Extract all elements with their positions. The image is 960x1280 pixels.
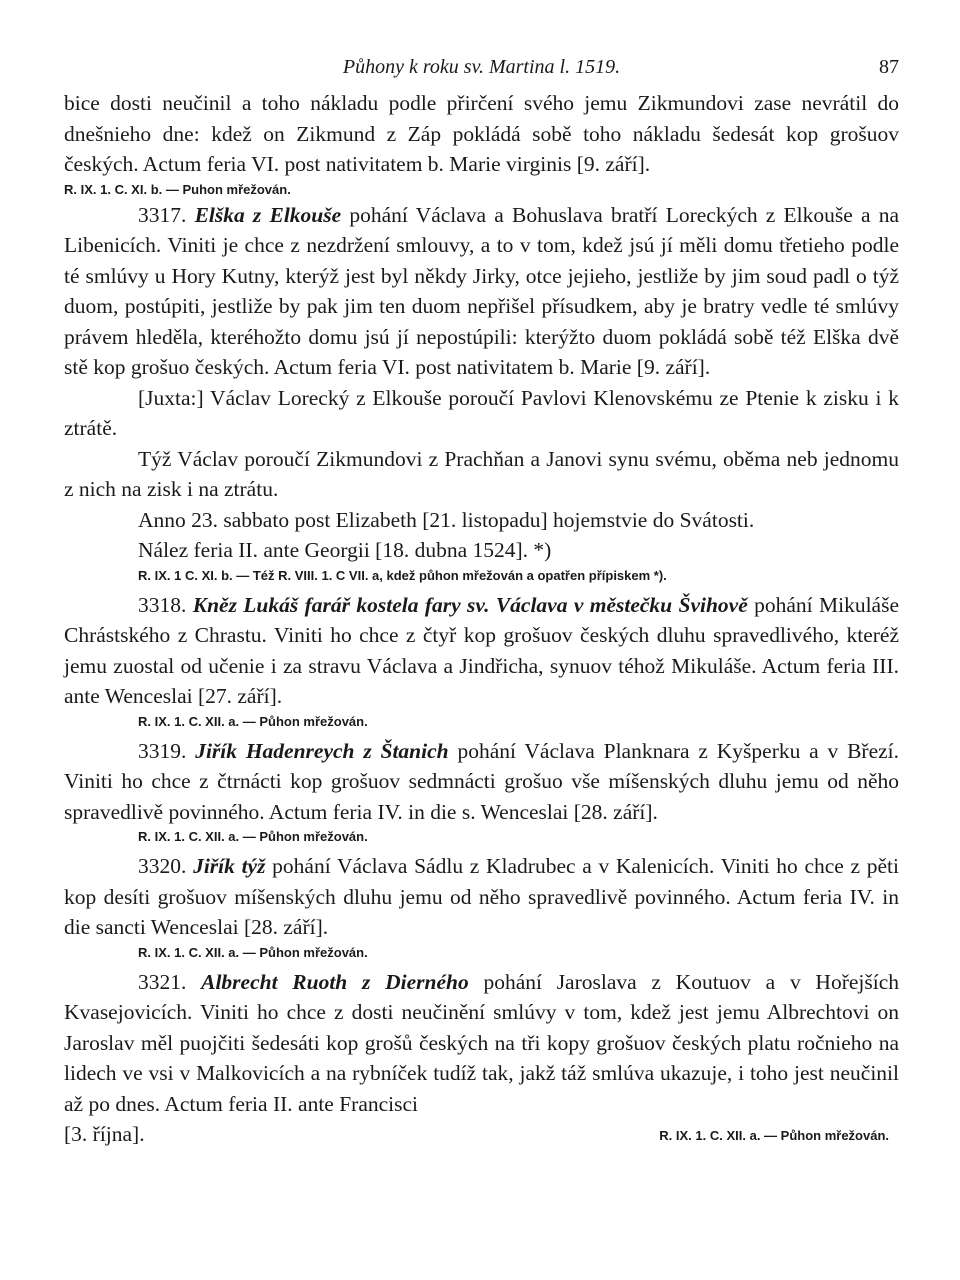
entry-source-note: R. IX. 1. C. XII. a. — Půhon mřežován. xyxy=(138,829,368,844)
entry-number: 3321. xyxy=(138,969,187,994)
page-number: 87 xyxy=(879,56,899,78)
document-page xyxy=(64,52,899,1150)
entry-3320 xyxy=(64,851,899,943)
page-title: Půhony k roku sv. Martina l. 1519. xyxy=(342,56,621,78)
plaintiff-name: Jiřík Hadenreych z Štanich xyxy=(195,738,449,763)
entry-date: [3. října]. xyxy=(64,1122,145,1146)
plaintiff-name: Jiřík týž xyxy=(193,854,266,878)
entry-text: pohání Václava Planknara z Kyšperku a v Březí. Viniti ho chce z čtrnácti kop grošuov sedmnácti grošuo vše míšenských dluhu jemu od něho spravedlivě povinného. Actum feria IV. in die s. Wenceslai [28. září]. xyxy=(64,738,900,824)
entry-number: 3317. xyxy=(138,202,187,227)
entry-note: [Juxta:] Václav Lorecký z Elkouše poroučí Pavlovi Klenovskému ze Ptenie k zisku i k ztrátě. xyxy=(64,385,899,440)
entry-continuation-text: bice dosti neučinil a toho nákladu podle přirčení svého jemu Zikmundovi zase nevrátil do dnešnieho dne: kdež on Zikmund z Záp pokládá sobě toho nákladu šedesát kop grošuov českých. Actum feria VI. post nativitatem b. Marie virginis [9. září]. xyxy=(64,91,899,176)
running-header xyxy=(64,52,899,88)
entry-3318 xyxy=(64,590,899,712)
entry-note: Anno 23. sabbato post Elizabeth [21. listopadu] hojemstvie do Svátosti. xyxy=(138,507,755,532)
entry-note: Nález feria II. ante Georgii [18. dubna 1524]. *) xyxy=(138,538,552,562)
plaintiff-name: Albrecht Ruoth z Dierného xyxy=(201,969,469,994)
entry-text: pohání Mikuláše Chrástského z Chrastu. Viniti ho chce z čtyř kop grošuov českých dluhu spravedlivého, kteréž jemu zuostal od učenie i za stravu Václava a Jindřicha, synuov téhož Mikuláše. Actum feria III. ante Wenceslai [27. září]. xyxy=(64,592,899,708)
plaintiff-name: Kněz Lukáš farář kostela fary sv. Václava v městečku Švihově xyxy=(192,592,748,617)
plaintiff-name: Elška z Elkouše xyxy=(194,202,342,227)
entry-text: pohání Václava a Bohuslava bratří Loreckých z Elkouše a na Libenicích. Viniti je chce z nezdržení smlouvy, a to v tom, kdež jsú jí měli domu třetieho podle té smlúvy u Hory Kutny, kterýž jest byl někdy Jirky, otce jejieho, jestliže by jim soud padl o týž duom, postúpiti, jestliže by pak jim ten duom nepřišel přísudkem, aby je bratry vedle té smlúvy právem hleděla, kteréhožto domu jsú jí nepostúpili: kterýžto duom pokládá sobě též Elška dvě stě kop grošuo českých. Actum feria VI. post nativitatem b. Marie [9. září]. xyxy=(64,202,900,379)
entry-source-note: R. IX. 1. C. XI. b. — Puhon mřežován. xyxy=(64,181,291,197)
entry-source-note: R. IX. 1. C. XII. a. — Půhon mřežován. xyxy=(138,944,368,960)
entry-last-line xyxy=(64,1119,899,1150)
entry-3319 xyxy=(64,736,899,828)
entry-3321 xyxy=(64,967,899,1120)
entry-number: 3318. xyxy=(138,592,187,617)
entry-source-note: R. IX. 1 C. XI. b. — Též R. VIII. 1. C VII. a, kdež půhon mřežován a opatřen přípiskem *). xyxy=(138,567,667,583)
entry-source-note: R. IX. 1. C. XII. a. — Půhon mřežován. xyxy=(138,713,368,729)
entry-text: pohání Václava Sádlu z Kladrubec a v Kalenicích. Viniti ho chce z pěti kop desíti grošuov míšenských dluhu jemu od něho spravedlivě povinného. Actum feria IV. in die sancti Wenceslai [28. září]. xyxy=(64,854,899,939)
entry-number: 3319. xyxy=(138,738,187,763)
entry-source-note: R. IX. 1. C. XII. a. — Půhon mřežován. xyxy=(659,1127,889,1143)
entry-note: Týž Václav poroučí Zikmundovi z Prachňan a Janovi synu svému, oběma neb jednomu z nich na zisk i na ztrátu. xyxy=(64,446,899,501)
entry-number: 3320. xyxy=(138,854,187,878)
entry-text: pohání Jaroslava z Koutuov a v Hořejších Kvasejovicích. Viniti ho chce z dosti neučinění smlúvy v tom, kdež jest jemu Albrechtovi on Jaroslav měl puojčiti šedesáti kop grošů českých na tři kopy grošuov českých platu ročnieho na lidech ve vsi v Malkovicích a na rybníček tudíž tak, jakž táž smlúva ukazuje, i toho jest neučinil až po dnes. Actum feria II. ante Francisci xyxy=(64,969,900,1116)
entry-3317 xyxy=(64,200,899,383)
